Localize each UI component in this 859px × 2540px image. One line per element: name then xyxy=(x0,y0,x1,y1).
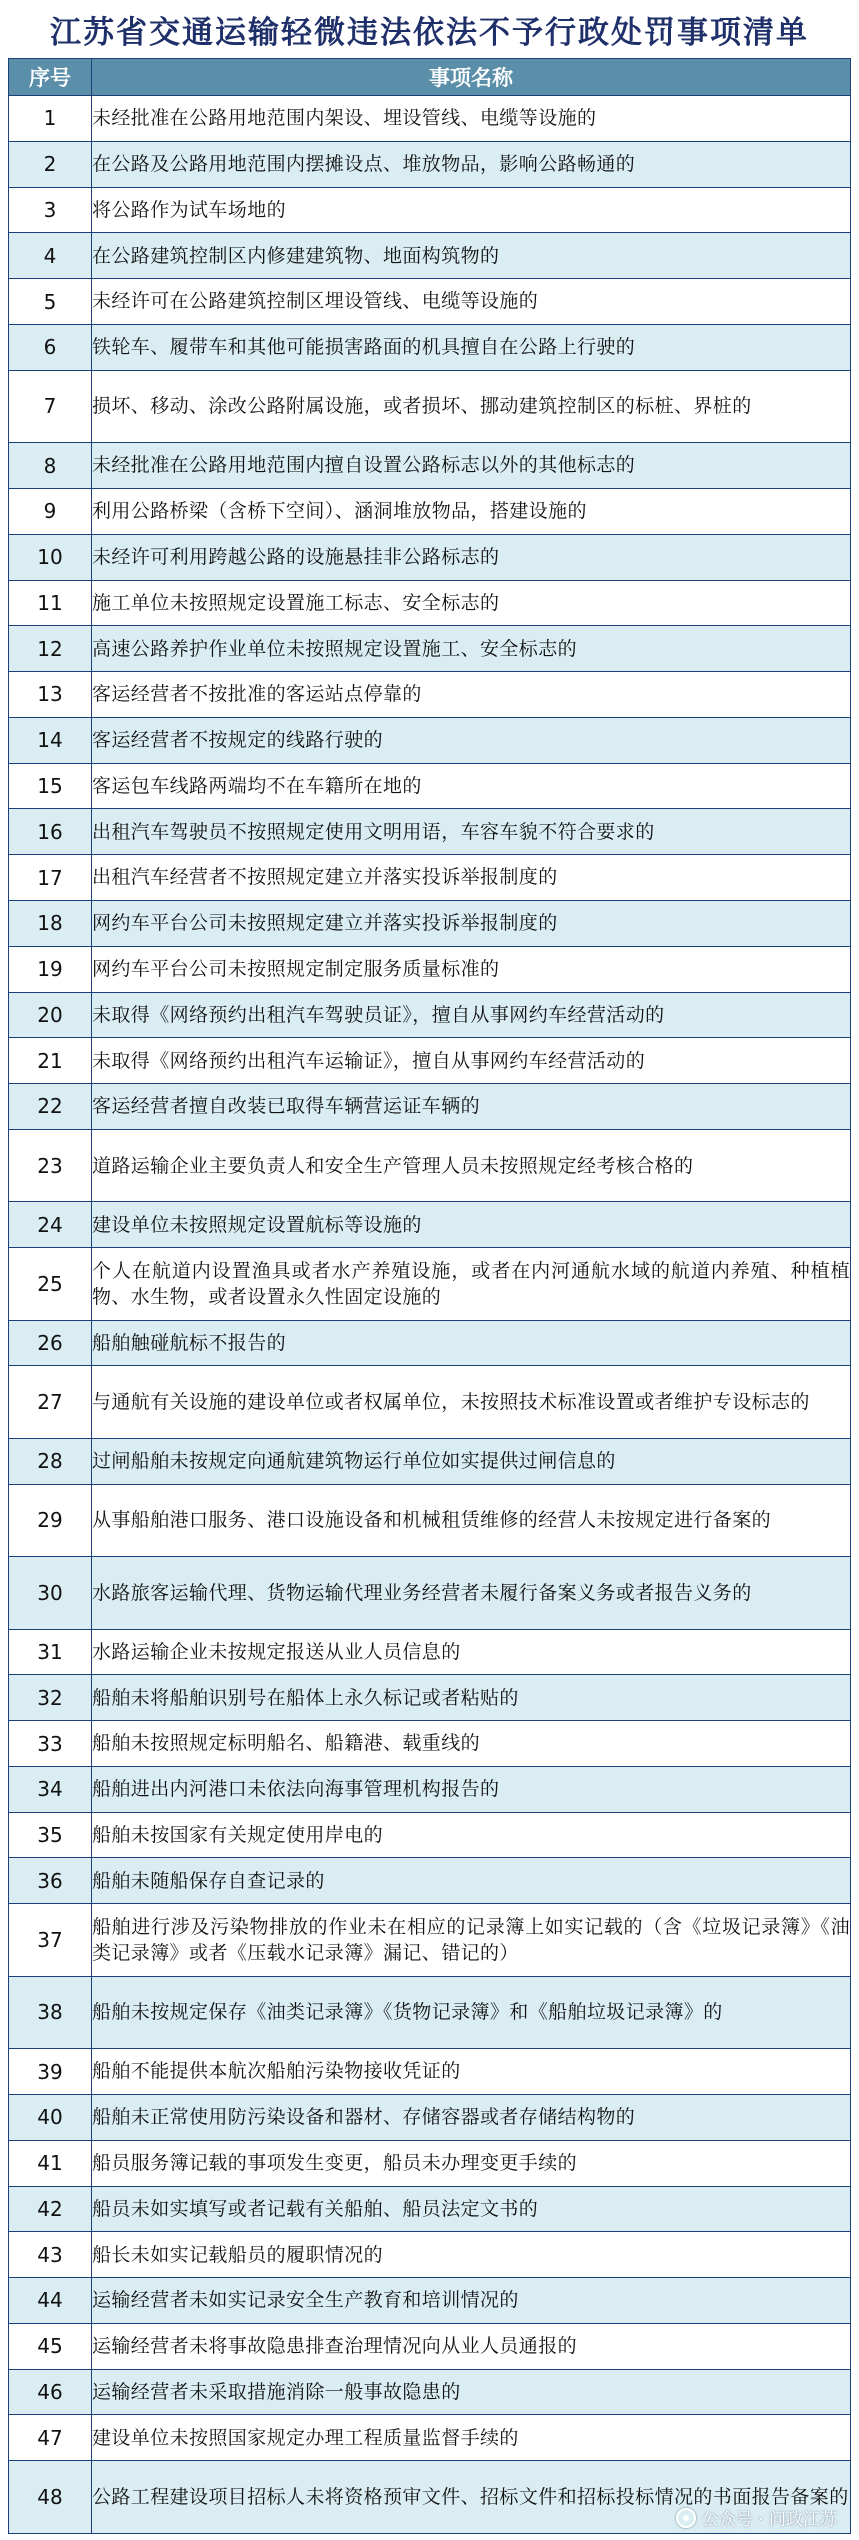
row-serial-number: 3 xyxy=(9,187,92,233)
row-item-name: 水路运输企业未按规定报送从业人员信息的 xyxy=(92,1629,851,1675)
row-serial-number: 9 xyxy=(9,488,92,534)
row-item-name: 船舶进出内河港口未依法向海事管理机构报告的 xyxy=(92,1766,851,1812)
row-serial-number: 17 xyxy=(9,855,92,901)
row-item-name: 个人在航道内设置渔具或者水产养殖设施，或者在内河通航水域的航道内养殖、种植植物、水生物，或者设置永久性固定设施的 xyxy=(92,1248,851,1320)
row-item-name: 客运经营者不按批准的客运站点停靠的 xyxy=(92,672,851,718)
table-row xyxy=(9,2232,851,2278)
table-row xyxy=(9,370,851,442)
table-row xyxy=(9,2094,851,2140)
row-item-name: 未经许可在公路建筑控制区埋设管线、电缆等设施的 xyxy=(92,279,851,325)
row-serial-number: 13 xyxy=(9,672,92,718)
table-row xyxy=(9,279,851,325)
table-row xyxy=(9,141,851,187)
table-row xyxy=(9,1858,851,1904)
row-item-name: 运输经营者未将事故隐患排查治理情况向从业人员通报的 xyxy=(92,2323,851,2369)
row-serial-number: 15 xyxy=(9,763,92,809)
row-serial-number: 5 xyxy=(9,279,92,325)
table-row xyxy=(9,1366,851,1438)
row-item-name: 未经批准在公路用地范围内架设、埋设管线、电缆等设施的 xyxy=(92,96,851,142)
row-item-name: 过闸船舶未按规定向通航建筑物运行单位如实提供过闸信息的 xyxy=(92,1438,851,1484)
row-serial-number: 48 xyxy=(9,2461,92,2534)
row-serial-number: 32 xyxy=(9,1675,92,1721)
row-item-name: 铁轮车、履带车和其他可能损害路面的机具擅自在公路上行驶的 xyxy=(92,324,851,370)
row-item-name: 船舶触碰航标不报告的 xyxy=(92,1320,851,1366)
table-row xyxy=(9,2049,851,2095)
row-item-name: 将公路作为试车场地的 xyxy=(92,187,851,233)
table-row xyxy=(9,580,851,626)
row-item-name: 船舶未将船舶识别号在船体上永久标记或者粘贴的 xyxy=(92,1675,851,1721)
table-row xyxy=(9,1202,851,1248)
table-row xyxy=(9,1675,851,1721)
row-serial-number: 43 xyxy=(9,2232,92,2278)
table-row xyxy=(9,233,851,279)
table-row xyxy=(9,1084,851,1130)
table-row xyxy=(9,1248,851,1320)
row-item-name: 利用公路桥梁（含桥下空间）、涵洞堆放物品，搭建设施的 xyxy=(92,488,851,534)
table-row xyxy=(9,946,851,992)
row-item-name: 船员未如实填写或者记载有关船舶、船员法定文书的 xyxy=(92,2186,851,2232)
table-row xyxy=(9,900,851,946)
row-serial-number: 40 xyxy=(9,2094,92,2140)
table-header-row xyxy=(9,59,851,96)
penalty-exemption-table xyxy=(8,58,851,2534)
row-serial-number: 16 xyxy=(9,809,92,855)
wechat-official-account-icon xyxy=(676,2508,696,2528)
table-row xyxy=(9,1904,851,1976)
table-row xyxy=(9,96,851,142)
table-row xyxy=(9,324,851,370)
row-item-name: 运输经营者未采取措施消除一般事故隐患的 xyxy=(92,2369,851,2415)
row-item-name: 施工单位未按照规定设置施工标志、安全标志的 xyxy=(92,580,851,626)
row-item-name: 客运经营者擅自改装已取得车辆营运证车辆的 xyxy=(92,1084,851,1130)
row-item-name: 公路工程建设项目招标人未将资格预审文件、招标文件和招标投标情况的书面报告备案的 xyxy=(92,2461,851,2534)
table-row xyxy=(9,1766,851,1812)
watermark xyxy=(676,2505,837,2530)
table-row xyxy=(9,1320,851,1366)
row-item-name: 出租汽车驾驶员不按照规定使用文明用语，车容车貌不符合要求的 xyxy=(92,809,851,855)
table-row xyxy=(9,488,851,534)
row-item-name: 船舶不能提供本航次船舶污染物接收凭证的 xyxy=(92,2049,851,2095)
row-serial-number: 28 xyxy=(9,1438,92,1484)
row-serial-number: 39 xyxy=(9,2049,92,2095)
row-serial-number: 23 xyxy=(9,1129,92,1201)
watermark-text: 公众号 · 问政江苏 xyxy=(701,2510,837,2530)
header-serial-number: 序号 xyxy=(9,59,92,96)
row-serial-number: 6 xyxy=(9,324,92,370)
row-serial-number: 34 xyxy=(9,1766,92,1812)
row-item-name: 客运包车线路两端均不在车籍所在地的 xyxy=(92,763,851,809)
row-item-name: 船长未如实记载船员的履职情况的 xyxy=(92,2232,851,2278)
table-row xyxy=(9,1557,851,1629)
table-row xyxy=(9,2369,851,2415)
row-item-name: 未取得《网络预约出租汽车驾驶员证》，擅自从事网约车经营活动的 xyxy=(92,992,851,1038)
row-item-name: 未经批准在公路用地范围内擅自设置公路标志以外的其他标志的 xyxy=(92,443,851,489)
row-item-name: 网约车平台公司未按照规定制定服务质量标准的 xyxy=(92,946,851,992)
row-item-name: 从事船舶港口服务、港口设施设备和机械租赁维修的经营人未按规定进行备案的 xyxy=(92,1484,851,1556)
row-item-name: 未经许可利用跨越公路的设施悬挂非公路标志的 xyxy=(92,534,851,580)
table-row xyxy=(9,2415,851,2461)
row-serial-number: 42 xyxy=(9,2186,92,2232)
row-serial-number: 20 xyxy=(9,992,92,1038)
row-serial-number: 47 xyxy=(9,2415,92,2461)
row-item-name: 在公路建筑控制区内修建建筑物、地面构筑物的 xyxy=(92,233,851,279)
header-item-name: 事项名称 xyxy=(92,59,851,96)
row-serial-number: 8 xyxy=(9,443,92,489)
row-serial-number: 31 xyxy=(9,1629,92,1675)
table-row xyxy=(9,1721,851,1767)
row-serial-number: 29 xyxy=(9,1484,92,1556)
table-row xyxy=(9,1438,851,1484)
row-serial-number: 25 xyxy=(9,1248,92,1320)
row-item-name: 出租汽车经营者不按照规定建立并落实投诉举报制度的 xyxy=(92,855,851,901)
row-serial-number: 35 xyxy=(9,1812,92,1858)
row-serial-number: 26 xyxy=(9,1320,92,1366)
row-serial-number: 11 xyxy=(9,580,92,626)
table-row xyxy=(9,443,851,489)
table-row xyxy=(9,1976,851,2048)
row-serial-number: 33 xyxy=(9,1721,92,1767)
row-item-name: 建设单位未按照规定设置航标等设施的 xyxy=(92,1202,851,1248)
row-item-name: 水路旅客运输代理、货物运输代理业务经营者未履行备案义务或者报告义务的 xyxy=(92,1557,851,1629)
table-row xyxy=(9,717,851,763)
table-row xyxy=(9,2278,851,2324)
row-serial-number: 4 xyxy=(9,233,92,279)
row-item-name: 高速公路养护作业单位未按照规定设置施工、安全标志的 xyxy=(92,626,851,672)
row-serial-number: 2 xyxy=(9,141,92,187)
row-item-name: 船舶未随船保存自查记录的 xyxy=(92,1858,851,1904)
row-item-name: 客运经营者不按规定的线路行驶的 xyxy=(92,717,851,763)
row-item-name: 在公路及公路用地范围内摆摊设点、堆放物品，影响公路畅通的 xyxy=(92,141,851,187)
table-row xyxy=(9,672,851,718)
page-title: 江苏省交通运输轻微违法依法不予行政处罚事项清单 xyxy=(50,14,809,51)
table-row xyxy=(9,534,851,580)
row-item-name: 船舶未按照规定标明船名、船籍港、载重线的 xyxy=(92,1721,851,1767)
table-row xyxy=(9,1484,851,1556)
row-item-name: 船舶未按国家有关规定使用岸电的 xyxy=(92,1812,851,1858)
row-serial-number: 12 xyxy=(9,626,92,672)
table-row xyxy=(9,2186,851,2232)
row-serial-number: 46 xyxy=(9,2369,92,2415)
row-serial-number: 45 xyxy=(9,2323,92,2369)
row-item-name: 道路运输企业主要负责人和安全生产管理人员未按照规定经考核合格的 xyxy=(92,1129,851,1201)
row-item-name: 船舶进行涉及污染物排放的作业未在相应的记录簿上如实记载的（含《垃圾记录簿》《油类记录簿》或者《压载水记录簿》漏记、错记的） xyxy=(92,1904,851,1976)
row-serial-number: 30 xyxy=(9,1557,92,1629)
row-serial-number: 22 xyxy=(9,1084,92,1130)
table-row xyxy=(9,992,851,1038)
row-item-name: 与通航有关设施的建设单位或者权属单位，未按照技术标准设置或者维护专设标志的 xyxy=(92,1366,851,1438)
table-row xyxy=(9,187,851,233)
row-item-name: 船舶未按规定保存《油类记录簿》《货物记录簿》和《船舶垃圾记录簿》的 xyxy=(92,1976,851,2048)
row-item-name: 未取得《网络预约出租汽车运输证》，擅自从事网约车经营活动的 xyxy=(92,1038,851,1084)
table-row xyxy=(9,1038,851,1084)
row-item-name: 船舶未正常使用防污染设备和器材、存储容器或者存储结构物的 xyxy=(92,2094,851,2140)
row-serial-number: 14 xyxy=(9,717,92,763)
row-serial-number: 27 xyxy=(9,1366,92,1438)
table-row xyxy=(9,2140,851,2186)
row-serial-number: 37 xyxy=(9,1904,92,1976)
row-item-name: 损坏、移动、涂改公路附属设施，或者损坏、挪动建筑控制区的标桩、界桩的 xyxy=(92,370,851,442)
row-serial-number: 44 xyxy=(9,2278,92,2324)
table-row xyxy=(9,626,851,672)
row-serial-number: 10 xyxy=(9,534,92,580)
row-item-name: 网约车平台公司未按照规定建立并落实投诉举报制度的 xyxy=(92,900,851,946)
row-item-name: 运输经营者未如实记录安全生产教育和培训情况的 xyxy=(92,2278,851,2324)
table-row xyxy=(9,809,851,855)
row-serial-number: 41 xyxy=(9,2140,92,2186)
table-row xyxy=(9,763,851,809)
table-body xyxy=(9,96,851,2534)
row-serial-number: 1 xyxy=(9,96,92,142)
table-row xyxy=(9,855,851,901)
table-row xyxy=(9,1629,851,1675)
row-serial-number: 24 xyxy=(9,1202,92,1248)
table-row xyxy=(9,2323,851,2369)
row-serial-number: 38 xyxy=(9,1976,92,2048)
row-serial-number: 36 xyxy=(9,1858,92,1904)
row-serial-number: 19 xyxy=(9,946,92,992)
row-item-name: 建设单位未按照国家规定办理工程质量监督手续的 xyxy=(92,2415,851,2461)
table-row xyxy=(9,1129,851,1201)
row-serial-number: 18 xyxy=(9,900,92,946)
row-serial-number: 21 xyxy=(9,1038,92,1084)
row-item-name: 船员服务簿记载的事项发生变更，船员未办理变更手续的 xyxy=(92,2140,851,2186)
table-row xyxy=(9,1812,851,1858)
row-serial-number: 7 xyxy=(9,370,92,442)
